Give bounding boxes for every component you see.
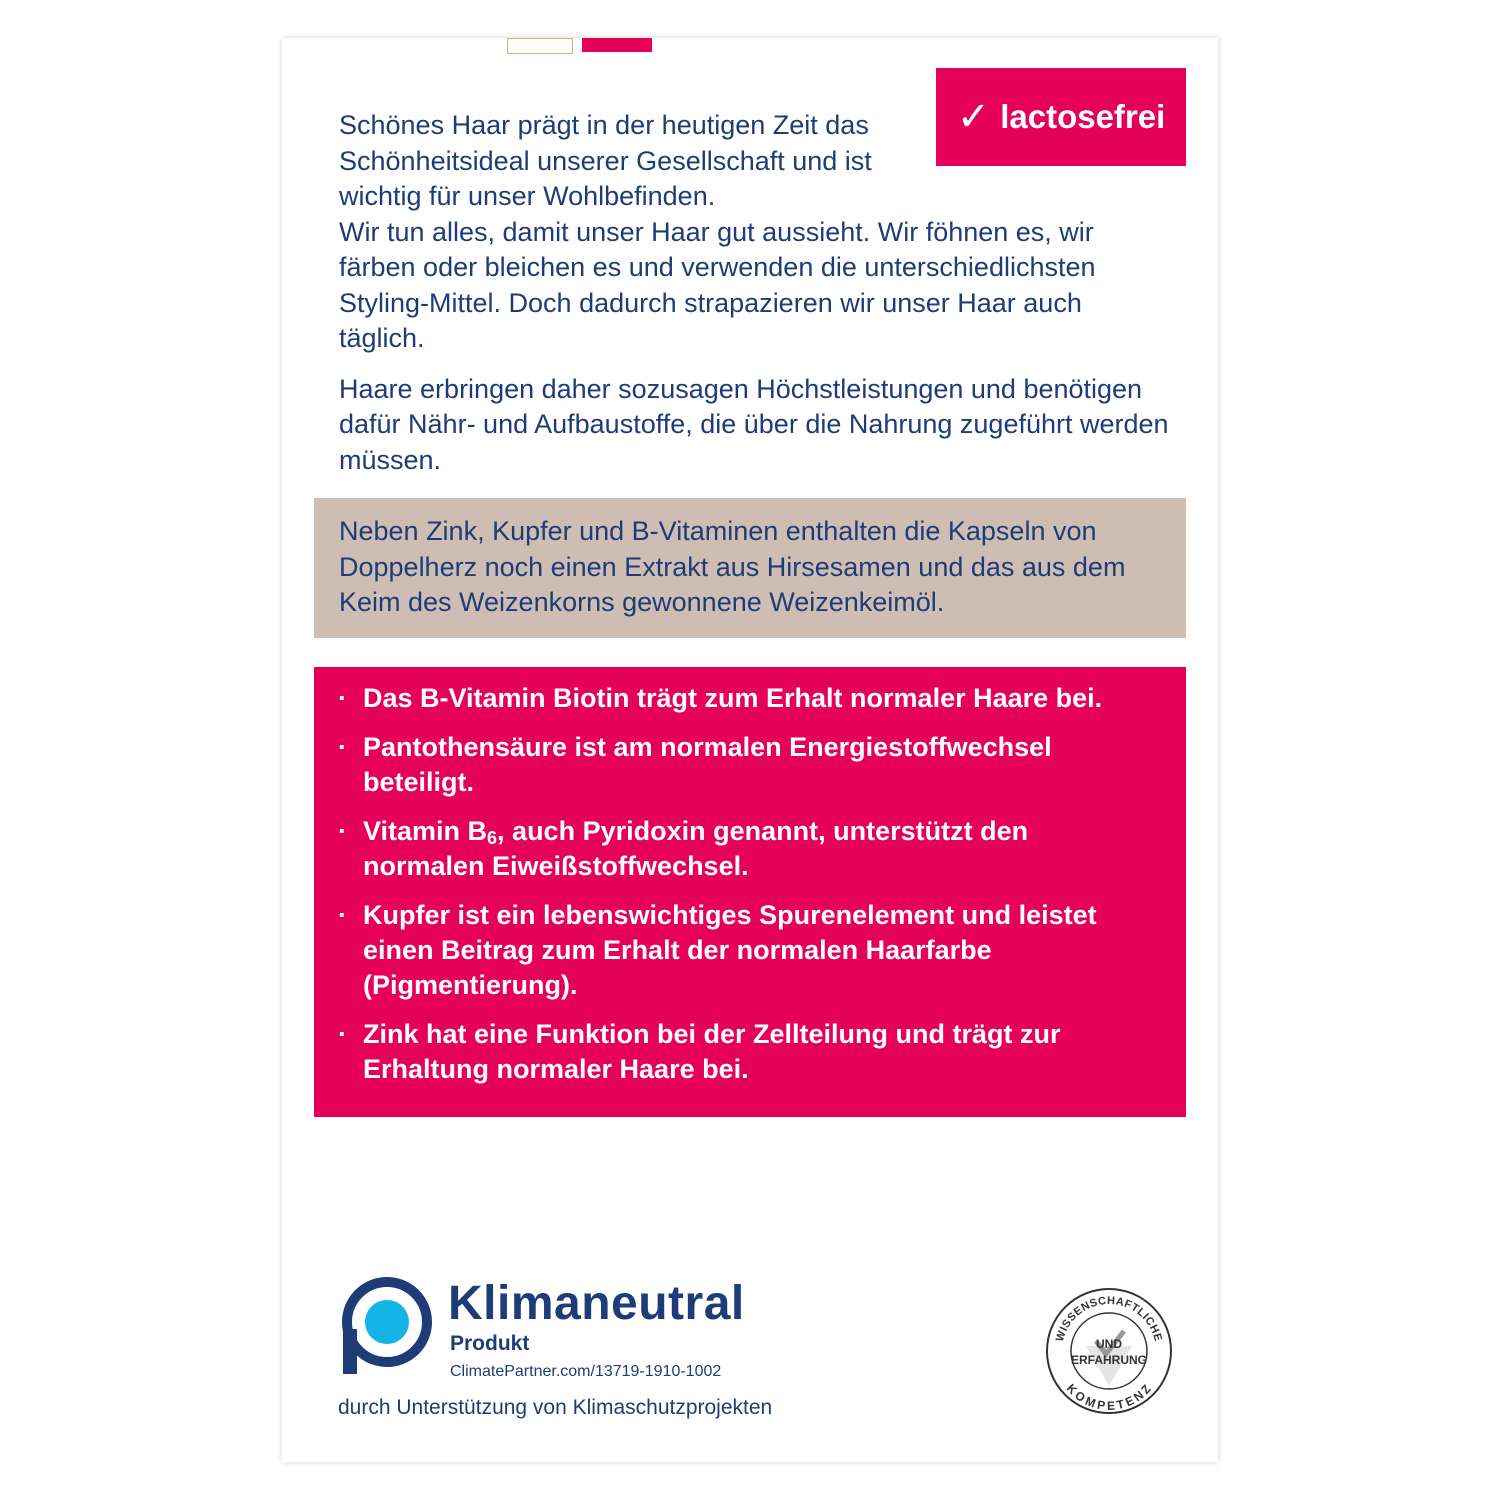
climate-url: ClimatePartner.com/13719-1910-1002 xyxy=(450,1363,722,1380)
benefit-item-biotin xyxy=(336,681,1156,716)
intro-paragraph-1b: Wir tun alles, damit unser Haar gut aussieht. Wir föhnen es, wir färben oder bleichen es und verwenden die unterschiedlichsten Styling-Mittel. Doch dadurch strapazieren wir unser Haar auch täglich. xyxy=(339,216,1096,353)
climate-subtitle: Produkt xyxy=(450,1332,530,1355)
benefit-text: Zink hat eine Funktion bei der Zellteilung und trägt zur Erhaltung normaler Haare bei. xyxy=(363,1019,1061,1084)
mirrored-flap-badge xyxy=(507,38,573,54)
benefit-text: Das B-Vitamin Biotin trägt zum Erhalt normaler Haare bei. xyxy=(363,683,1103,713)
benefit-item-kupfer xyxy=(336,898,1156,1003)
mirrored-flap-stripe xyxy=(582,38,652,52)
benefit-item-zink xyxy=(336,1017,1156,1087)
seal-center-1: UND xyxy=(1096,1337,1122,1351)
mirrored-flap-strip xyxy=(282,38,1218,60)
checkmark-icon: ✓ xyxy=(956,95,991,139)
ingredients-info-box xyxy=(314,498,1186,638)
climate-neutral-block xyxy=(336,1268,856,1438)
seal-ring-top: WISSENSCHAFTLICHE xyxy=(1053,1294,1164,1344)
benefits-panel xyxy=(314,667,1186,1117)
intro-paragraph-1: Schönes Haar prägt in der heutigen Zeit das Schönheitsideal unserer Gesellschaft und ist wichtig für unser Wohlbefinden. xyxy=(339,110,872,211)
benefit-text: Pantothensäure ist am normalen Energiestoffwechsel beteiligt. xyxy=(363,732,1052,797)
seal-ring-bottom: KOMPETENZ xyxy=(1063,1381,1155,1413)
seal-center-2: ERFAHRUNG xyxy=(1070,1353,1148,1367)
benefit-text-suffix: , auch Pyridoxin genannt, unterstützt den normalen Eiweißstoffwechsel. xyxy=(363,816,1029,881)
intro-text xyxy=(339,108,1169,493)
bullet: · xyxy=(338,900,347,930)
badge-label: lactosefrei xyxy=(1000,98,1166,135)
benefit-text: Kupfer ist ein lebenswichtiges Spurenelement und leistet einen Beitrag zum Erhalt der normalen Haarfarbe (Pigmentierung). xyxy=(363,900,1097,1000)
info-box-text: Neben Zink, Kupfer und B-Vitaminen enthalten die Kapseln von Doppelherz noch einen Extrakt aus Hirsesamen und das aus dem Keim des Weizenkorns gewonnene Weizenkeimöl. xyxy=(339,516,1126,617)
climatepartner-logo-icon xyxy=(336,1274,438,1376)
bullet: · xyxy=(338,1019,347,1049)
bullet: · xyxy=(338,816,347,846)
bullet: · xyxy=(338,732,347,762)
intro-paragraph-2: Haare erbringen daher sozusagen Höchstleistungen und benötigen dafür Nähr- und Aufbaustoffe, die über die Nahrung zugeführt werden müssen. xyxy=(339,373,1169,475)
benefits-list xyxy=(336,681,1156,1087)
benefit-item-vitamin-b6 xyxy=(336,814,1156,884)
benefit-text-prefix: Vitamin B xyxy=(363,816,488,846)
climate-title: Klimaneutral xyxy=(448,1277,745,1330)
competence-seal-icon xyxy=(1044,1286,1174,1416)
climate-tagline: durch Unterstützung von Klimaschutzprojekten xyxy=(338,1396,773,1419)
package-back xyxy=(282,38,1218,1462)
bullet: · xyxy=(338,683,347,713)
b6-subscript: 6 xyxy=(487,828,498,848)
benefit-item-pantothensaeure xyxy=(336,730,1156,800)
